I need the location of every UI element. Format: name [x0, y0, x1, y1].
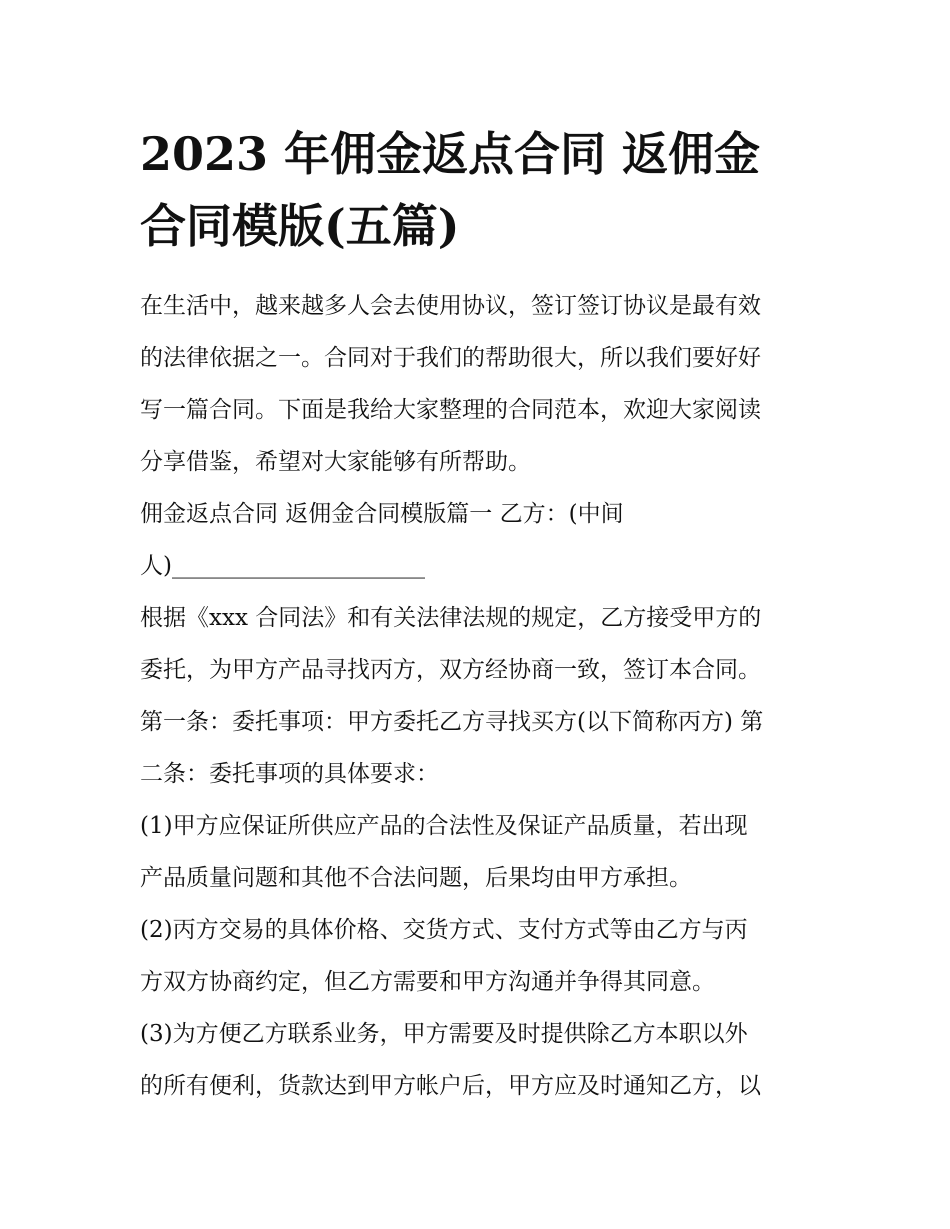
title-line: 合同模版(五篇): [140, 199, 460, 253]
paragraph-line: 写一篇合同。下面是我给大家整理的合同范本，欢迎大家阅读: [140, 397, 761, 423]
document-body: [140, 280, 830, 1112]
paragraph-line: 根据《xxx 合同法》和有关法律法规的规定，乙方接受甲方的: [140, 605, 762, 631]
paragraph-line: 在生活中，越来越多人会去使用协议，签订签订协议是最有效: [140, 293, 761, 319]
clause-line: 方双方协商约定，但乙方需要和甲方沟通并争得其同意。: [140, 969, 715, 995]
clause-line: 的所有便利，货款达到甲方帐户后，甲方应及时通知乙方，以: [140, 1073, 761, 1099]
clause-line: 产品质量问题和其他不合法问题，后果均由甲方承担。: [140, 865, 692, 891]
paragraph-line: 委托，为甲方产品寻找丙方，双方经协商一致，签订本合同。: [140, 657, 761, 683]
article-line: 第一条：委托事项：甲方委托乙方寻找买方(以下简称丙方) 第: [140, 709, 764, 735]
article-line: 二条：委托事项的具体要求：: [140, 761, 439, 787]
paragraph-line: 分享借鉴，希望对大家能够有所帮助。: [140, 449, 531, 475]
clause-line: (2)丙方交易的具体价格、交货方式、支付方式等由乙方与丙: [140, 917, 748, 943]
section-heading-line: 佣金返点合同 返佣金合同模版篇一 乙方：(中间: [140, 501, 624, 527]
clause-line: (3)为方便乙方联系业务，甲方需要及时提供除乙方本职以外: [140, 1021, 748, 1047]
party-b-blank-line: 人)______________________: [140, 553, 425, 579]
title-line: 2023 年佣金返点合同 返佣金: [140, 127, 761, 181]
paragraph-line: 的法律依据之一。合同对于我们的帮助很大，所以我们要好好: [140, 345, 761, 371]
document-title: [140, 118, 820, 262]
clause-line: (1)甲方应保证所供应产品的合法性及保证产品质量，若出现: [140, 813, 748, 839]
